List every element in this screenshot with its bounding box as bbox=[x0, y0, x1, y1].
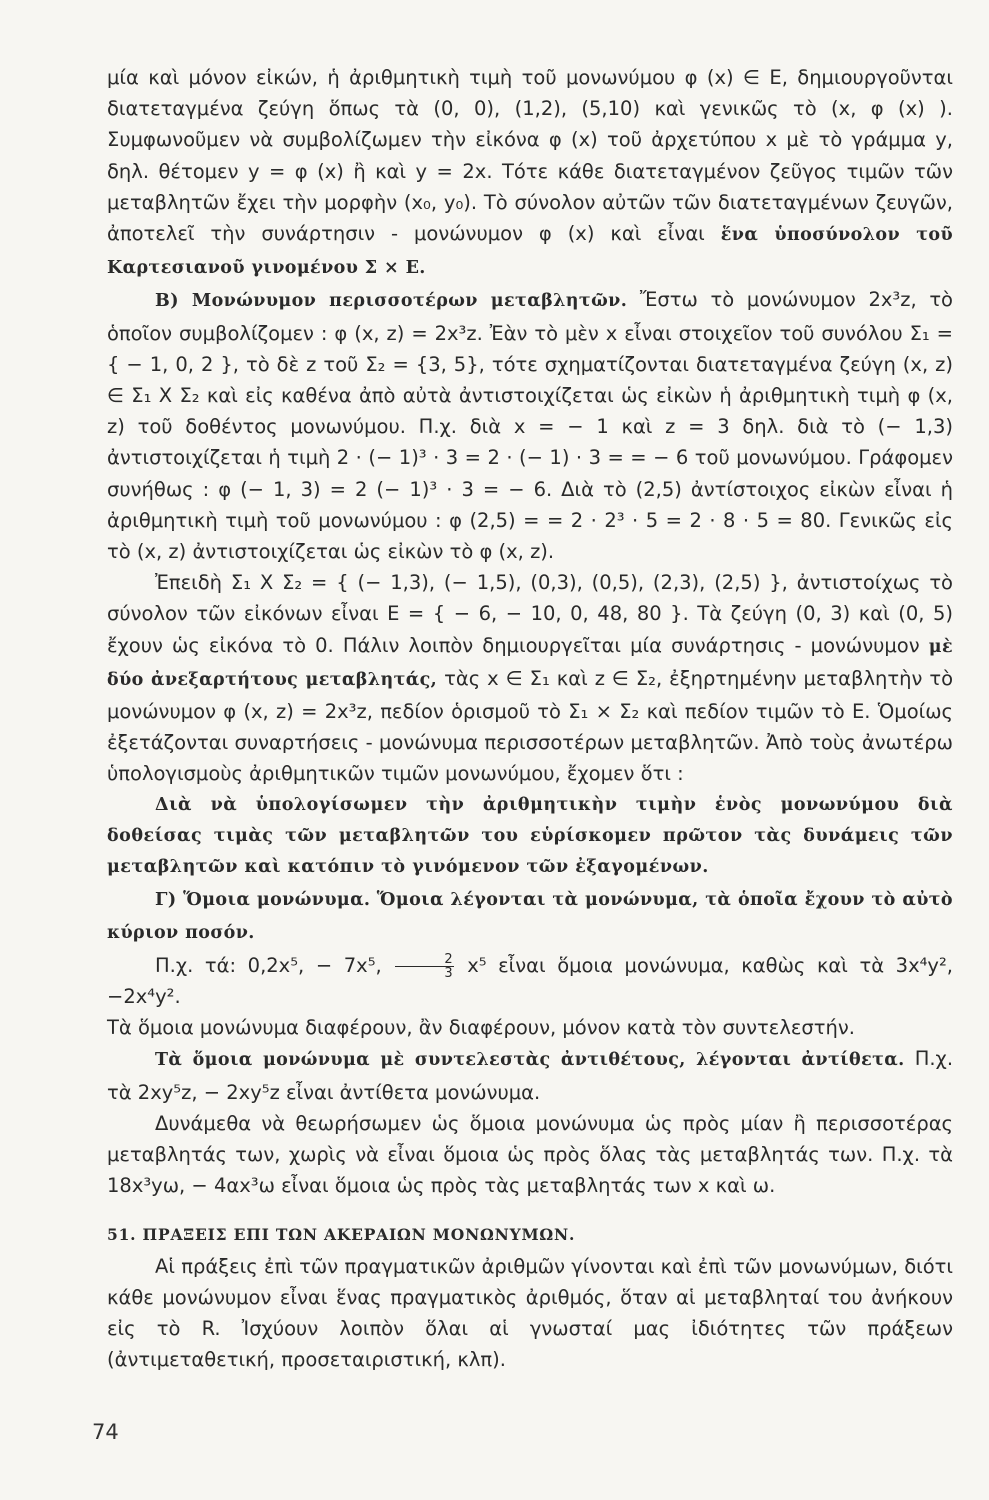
example-suffix: x⁵ εἶναι ὅμοια μονώνυμα, καθὼς καὶ τὰ 3x⁴y²,−2x⁴y². bbox=[107, 953, 953, 1008]
paragraph-3-emphasis: μὲ δύο ἀνεξαρτήτους μεταβλητάς, bbox=[107, 636, 954, 690]
section-c bbox=[107, 883, 953, 949]
paragraph-1 bbox=[107, 62, 953, 284]
section-c-heading: Γ) Ὅμοια μονώνυμα. bbox=[155, 890, 371, 911]
section-b-text: Ἔστω τὸ μονώνυμον 2x³z, τὸ ὁποῖον συμβολίζομεν : φ (x, z) = 2x³z. Ἐὰν τὸ μὲν x εἶναι στοιχεῖον τοῦ συνόλου Σ₁ = { − 1, 0, 2 }, τὸ δὲ z τοῦ Σ₂ = {3, 5}, τότε σχηματίζονται διατεταγμένα ζεύγη (x, z) ∈ Σ₁ X Σ₂ καὶ εἰς καθένα ἀπὸ αὐτὰ ἀντιστοιχίζεται ὡς εἰκὼν ἡ ἀριθμητικὴ τιμὴ φ (x, z) τοῦ δοθέντος μονωνύμου. Π.χ. διὰ x = − 1 καὶ z = 3 δηλ. διὰ τὸ (− 1,3) ἀντιστοιχίζεται ἡ τιμὴ 2 · (− 1)³ · 3 = 2 · (− 1) · 3 = = − 6 τοῦ μονωνύμου. Γράφομεν συνήθως : φ (− 1, 3) = 2 (− 1)³ · 3 = − 6. Διὰ τὸ (2,5) ἀντίστοιχος εἰκὼν εἶναι ἡ ἀριθμητικὴ τιμὴ τοῦ μονωνύμου : φ (2,5) = = 2 · 2³ · 5 = 2 · 8 · 5 = 80. Γενικῶς εἰς τὸ (x, z) ἀντιστοιχίζεται ὡς εἰκὼν τὸ φ (x, z). bbox=[107, 288, 953, 564]
similar-example bbox=[107, 950, 953, 1012]
section-51-text: Αἱ πράξεις ἐπὶ τῶν πραγματικῶν ἀριθμῶν γίνονται καὶ ἐπὶ τῶν μονωνύμων, διότι κάθε μονώνυμον εἶναι ἕνας πραγματικὸς ἀριθμός, ὅταν αἱ μεταβληταί του ἀνήκουν εἰς τὸ R. Ἰσχύουν λοιπὸν ὅλαι αἱ γνωσταί μας ἰδιότητες τῶν πράξεων (ἀντιμεταθετική, προσεταιριστική, κλπ). bbox=[107, 1254, 953, 1372]
example-prefix: Π.χ. τά: 0,2x⁵, − 7x⁵, bbox=[155, 953, 382, 977]
section-b bbox=[107, 284, 953, 567]
section-b-heading: Β) Μονώνυμον περισσοτέρων μεταβλητῶν. bbox=[155, 291, 628, 312]
paragraph-1-text: μία καὶ μόνον εἰκών, ἡ ἀριθμητικὴ τιμὴ τοῦ μονωνύμου φ (x) ∈ E, δημιουργοῦνται διατεταγμένα ζεύγη ὅπως τὰ (0, 0), (1,2), (5,10) καὶ γενικῶς τὸ (x, φ (x) ). Συμφωνοῦμεν νὰ συμβολίζωμεν τὴν εἰκόνα φ (x) τοῦ ἀρχετύπου x μὲ τὸ γράμμα y, δηλ. θέτομεν y = φ (x) ἢ καὶ y = 2x. Τότε κάθε διατεταγμένον ζεῦγος τιμῶν τῶν μεταβλητῶν ἔχει τὴν μορφὴν (x₀, y₀). Τὸ σύνολον αὐτῶν τῶν διατεταγμένων ζευγῶν, ἀποτελεῖ τὴν συνάρτησιν - μονώνυμον φ (x) καὶ εἶναι bbox=[107, 66, 953, 246]
page-number: 74 bbox=[92, 1420, 119, 1444]
section-c-definition: Ὅμοια λέγονται τὰ μονώνυμα, τὰ ὁποῖα ἔχουν τὸ αὐτὸ κύριον ποσόν. bbox=[107, 890, 953, 944]
paragraph-3-text-b: τὰς x ∈ Σ₁ καὶ z ∈ Σ₂, ἐξηρτημένην μεταβλητὴν τὸ μονώνυμον φ (x, z) = 2x³z, πεδίον ὁρισμοῦ τὸ Σ₁ × Σ₂ καὶ πεδίον τιμῶν τὸ Ε. Ὁμοίως ἐξετάζονται συναρτήσεις - μονώνυμα περισσοτέρων μεταβλητῶν. Ἀπὸ τοὺς ἀνωτέρω ὑπολογισμοὺς ἀριθμητικῶν τιμῶν μονωνύμου, ἔχομεν ὅτι : bbox=[107, 666, 954, 786]
fraction-numerator: 2 bbox=[395, 953, 453, 967]
paragraph-1-emphasis: ἕνα ὑποσύνολον τοῦ Καρτεσιανοῦ γινομένου Σ × Ε. bbox=[107, 225, 954, 279]
paragraph-3-text-a: Ἐπειδὴ Σ₁ X Σ₂ = { (− 1,3), (− 1,5), (0,3), (0,5), (2,3), (2,5) }, ἀντιστοίχως τὸ σύνολον τῶν εἰκόνων εἶναι E = { − 6, − 10, 0, 48, 80 }. Τὰ ζεύγη (0, 3) καὶ (0, 5) ἔχουν ὡς εἰκόνα τὸ 0. Πάλιν λοιπὸν δημιουργεῖται μία συνάρτησις - μονώνυμον bbox=[107, 571, 953, 657]
paragraph-3 bbox=[107, 567, 953, 789]
page-body bbox=[107, 62, 953, 1375]
opposite-example: Π.χ. τὰ 2xy⁵z, − 2xy⁵z εἶναι ἀντίθετα μονώνυμα. bbox=[107, 1047, 954, 1104]
opposite-definition: Τὰ ὅμοια μονώνυμα μὲ συντελεστὰς ἀντιθέτους, λέγονται ἀντίθετα. bbox=[155, 1050, 905, 1071]
section-51-heading: 51. ΠΡΑΞΕΙΣ ΕΠΙ ΤΩΝ ΑΚΕΡΑΙΩΝ ΜΟΝΩΝΥΜΩΝ. bbox=[107, 1225, 576, 1245]
partial-similar: Δυνάμεθα νὰ θεωρήσωμεν ὡς ὅμοια μονώνυμα ὡς πρὸς μίαν ἢ περισσοτέρας μεταβλητάς των, χωρὶς νὰ εἶναι ὅμοια ὡς πρὸς ὅλας τὰς μεταβλητάς των. Π.χ. τὰ 18x³yω, − 4αx³ω εἶναι ὅμοια ὡς πρὸς τὰς μεταβλητάς των x καὶ ω. bbox=[107, 1111, 953, 1198]
opposite-paragraph bbox=[107, 1043, 953, 1107]
fraction-denominator: 3 bbox=[444, 965, 453, 981]
rule-statement: Διὰ νὰ ὑπολογίσωμεν τὴν ἀριθμητικὴν τιμὴν ἑνὸς μονωνύμου διὰ δοθείσας τιμὰς τῶν μεταβλητῶν του εὑρίσκομεν πρῶτον τὰς δυνάμεις τῶν μεταβλητῶν καὶ κατόπιν τὸ γινόμενον τῶν ἐξαγομένων. bbox=[107, 794, 953, 878]
similar-differ: Τὰ ὅμοια μονώνυμα διαφέρουν, ἂν διαφέρουν, μόνον κατὰ τὸν συντελεστήν. bbox=[107, 1016, 855, 1040]
fraction-two-thirds bbox=[395, 953, 453, 980]
